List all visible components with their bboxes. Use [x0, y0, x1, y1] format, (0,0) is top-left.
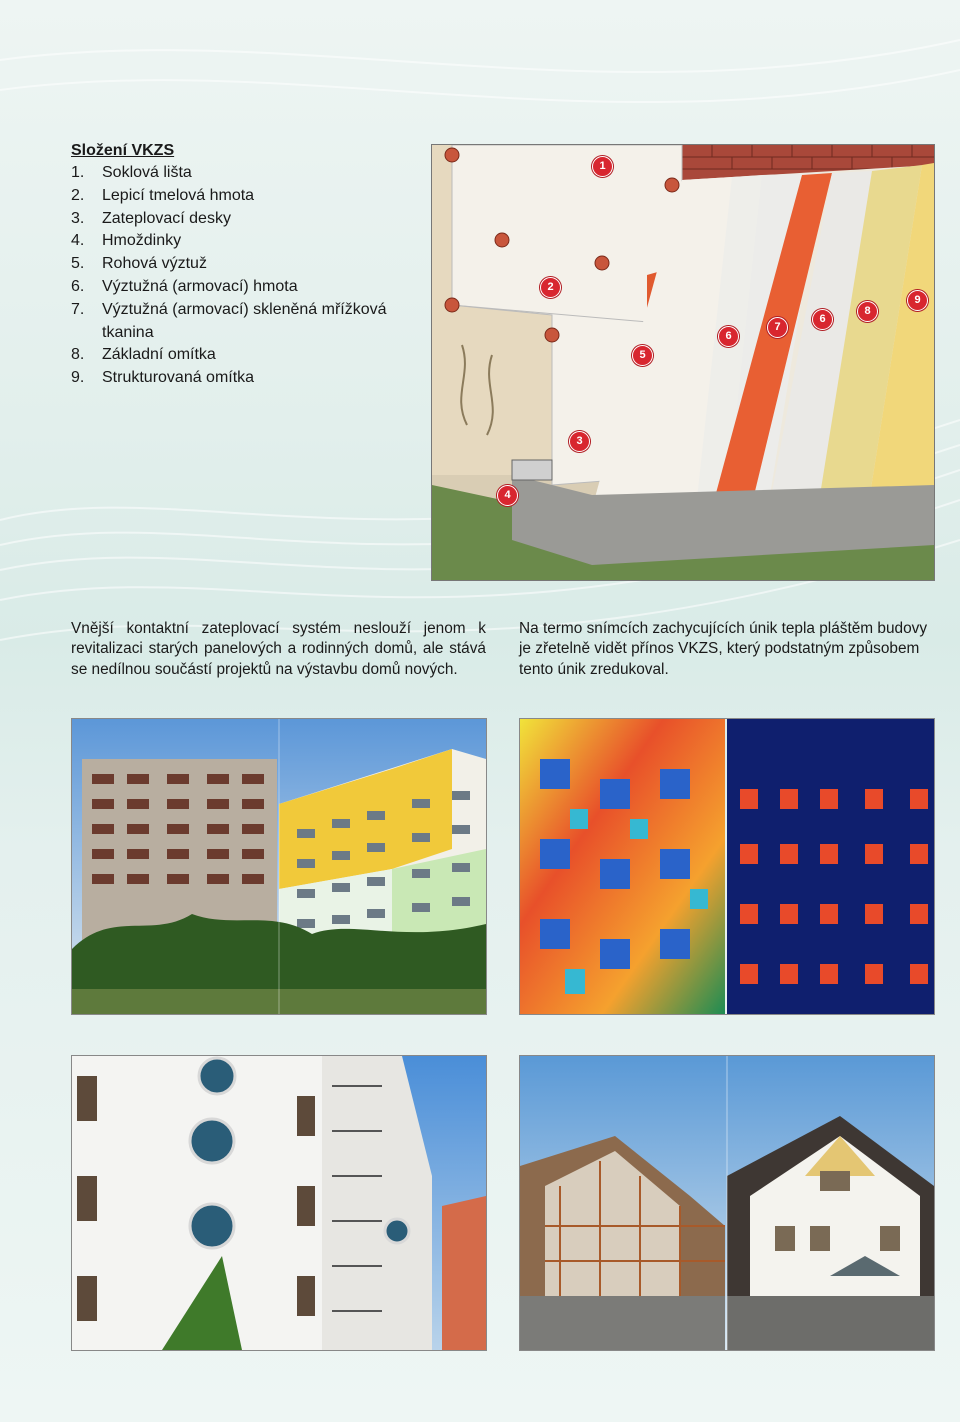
legend-list [71, 162, 421, 390]
legend-item [71, 185, 421, 208]
legend-item-number: 2. [71, 186, 85, 204]
legend-item [71, 344, 421, 367]
diagram-badge-7: 7 [767, 317, 788, 338]
diagram-badge-2: 2 [540, 277, 561, 298]
legend-item-number: 3. [71, 209, 85, 227]
legend-item-label: Strukturovaná omítka [102, 369, 255, 387]
diagram-badge-5: 5 [632, 345, 653, 366]
thermal-images-photo [519, 718, 935, 1015]
legend-item-number: 6. [71, 277, 85, 295]
legend-item-number: 1. [71, 164, 85, 181]
residential-building-photo [71, 1055, 487, 1351]
legend-item-label: Soklová lišta [102, 164, 192, 181]
thermal-before [520, 719, 725, 1014]
family-house-photo [519, 1055, 935, 1351]
right-paragraph: Na termo snímcích zachycujících únik tepla pláštěm budovy je zřetelně vidět přínos VKZS, který podstatným způsobem tento únik zredukoval. [519, 620, 928, 678]
diagram-badge-9: 9 [907, 290, 928, 311]
legend-item-label: Výztužná (armovací) hmota [102, 277, 298, 295]
diagram-badge-4: 4 [497, 485, 518, 506]
diagram-badge-6b: 6 [812, 309, 833, 330]
legend-item-label: Základní omítka [102, 346, 216, 364]
legend-item-number: 8. [71, 346, 85, 364]
legend-item-label: Lepicí tmelová hmota [102, 186, 255, 204]
legend-item [71, 276, 421, 299]
legend-item-number: 5. [71, 255, 85, 273]
legend-item [71, 230, 421, 253]
legend-item [71, 208, 421, 231]
diagram-badge-1: 1 [592, 156, 613, 177]
vkzs-layer-diagram [431, 144, 935, 581]
legend-item-label: Zateplovací desky [102, 209, 231, 227]
legend-item [71, 253, 421, 276]
starter-track [512, 460, 552, 480]
diagram-badge-6a: 6 [718, 326, 739, 347]
legend-item [71, 367, 421, 390]
diagram-badge-8: 8 [857, 301, 878, 322]
legend-item-label: Rohová výztuž [102, 255, 207, 273]
diagram-badge-3: 3 [569, 431, 590, 452]
legend-item-label: Hmoždinky [102, 232, 182, 250]
left-paragraph: Vnější kontaktní zateplovací systém neslouží jenom k revitalizaci starých panelových a rodinných domů, ale stává se nedílnou součástí projektů na výstavbu domů nových. [71, 620, 486, 678]
legend-item-label: Výztužná (armovací) skleněná mřížková tkanina [102, 300, 387, 341]
legend-item-number: 4. [71, 232, 85, 250]
composition-legend [71, 140, 421, 390]
legend-item [71, 162, 421, 185]
legend-item-number: 7. [71, 300, 85, 318]
legend-title: Složení VKZS [71, 142, 175, 159]
thermal-after [727, 719, 934, 1014]
legend-item-number: 9. [71, 369, 85, 387]
legend-item [71, 299, 421, 345]
layer-illustration [432, 145, 934, 580]
panel-house-photo [71, 718, 487, 1015]
